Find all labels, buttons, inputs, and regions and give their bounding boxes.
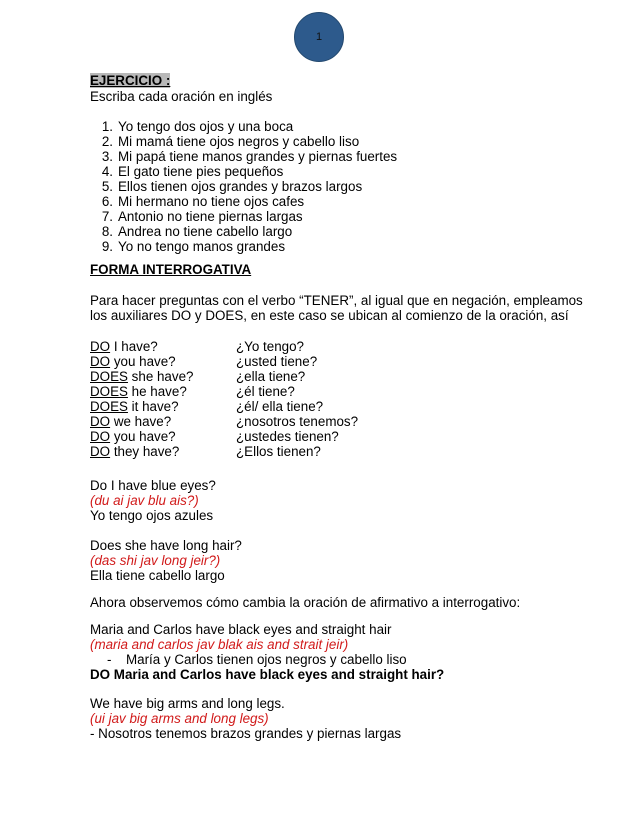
- page-number-badge: [294, 12, 344, 62]
- spanish-question: ¿nosotros tenemos?: [236, 414, 359, 429]
- english-question: [90, 384, 187, 399]
- spanish-question: ¿usted tiene?: [236, 354, 318, 369]
- question-rest: they have?: [110, 444, 180, 459]
- page-number: 1: [315, 31, 323, 43]
- spanish-question: ¿Yo tengo?: [236, 339, 305, 354]
- question-2-english: Does she have long hair?: [90, 538, 242, 553]
- exercise-item-number: 9.: [101, 239, 113, 254]
- question-rest: I have?: [110, 339, 158, 354]
- question-rest: she have?: [127, 369, 194, 384]
- question-rest: it have?: [127, 399, 179, 414]
- spanish-question: ¿Ellos tienen?: [236, 444, 321, 459]
- exercise-item-number: 7.: [101, 209, 113, 224]
- exercise-item-number: 3.: [101, 149, 113, 164]
- english-question: [90, 354, 176, 369]
- exercise-title: EJERCICIO :: [90, 73, 171, 88]
- intro-line-1: Para hacer preguntas con el verbo “TENER”, al igual que en negación, empleamos: [90, 293, 583, 308]
- exercise-item-number: 8.: [101, 224, 113, 239]
- transition-text: Ahora observemos cómo cambia la oración de afirmativo a interrogativo:: [90, 595, 521, 610]
- auxiliary-verb: DO: [90, 339, 111, 354]
- interrogative-heading: FORMA INTERROGATIVA: [90, 262, 252, 277]
- question-2-spanish: Ella tiene cabello largo: [90, 568, 225, 583]
- exercise-item-number: 5.: [101, 179, 113, 194]
- exercise-item-text: Yo tengo dos ojos y una boca: [118, 119, 294, 134]
- sentence-1-english: Maria and Carlos have black eyes and straight hair: [90, 622, 392, 637]
- sentence-2-pronunciation: (ui jav big arms and long legs): [90, 711, 269, 726]
- spanish-question: ¿ella tiene?: [236, 369, 306, 384]
- exercise-item-text: Yo no tengo manos grandes: [118, 239, 286, 254]
- question-1-pronunciation: (du ai jav blu ais?): [90, 493, 199, 508]
- spanish-question: ¿él/ ella tiene?: [236, 399, 324, 414]
- question-1-english: Do I have blue eyes?: [90, 478, 216, 493]
- spanish-question: ¿él tiene?: [236, 384, 295, 399]
- question-1-spanish: Yo tengo ojos azules: [90, 508, 214, 523]
- sentence-2-english: We have big arms and long legs.: [90, 696, 285, 711]
- english-question: [90, 339, 158, 354]
- english-question: [90, 429, 176, 444]
- english-question: [90, 414, 171, 429]
- exercise-item-number: 2.: [101, 134, 113, 149]
- dash-bullet: -: [107, 652, 112, 667]
- sentence-1-question: DO Maria and Carlos have black eyes and straight hair?: [90, 667, 445, 682]
- exercise-item-text: Antonio no tiene piernas largas: [118, 209, 303, 224]
- exercise-item-text: Mi papá tiene manos grandes y piernas fuertes: [118, 149, 398, 164]
- exercise-item-text: Mi mamá tiene ojos negros y cabello liso: [118, 134, 360, 149]
- exercise-instruction: Escriba cada oración en inglés: [90, 89, 273, 104]
- sentence-1-pronunciation: (maria and carlos jav blak ais and strait jeir): [90, 637, 349, 652]
- question-2-pronunciation: (das shi jav long jeir?): [90, 553, 221, 568]
- auxiliary-verb: DOES: [90, 369, 128, 384]
- english-question: [90, 444, 179, 459]
- intro-line-2: los auxiliares DO y DOES, en este caso se ubican al comienzo de la oración, así: [90, 308, 569, 323]
- auxiliary-verb: DO: [90, 354, 111, 369]
- exercise-item-number: 1.: [101, 119, 113, 134]
- sentence-1-spanish: María y Carlos tienen ojos negros y cabello liso: [126, 652, 407, 667]
- auxiliary-verb: DO: [90, 429, 111, 444]
- question-rest: we have?: [110, 414, 172, 429]
- auxiliary-verb: DOES: [90, 399, 128, 414]
- question-rest: you have?: [110, 429, 176, 444]
- question-rest: he have?: [127, 384, 187, 399]
- exercise-item-number: 4.: [101, 164, 113, 179]
- auxiliary-verb: DOES: [90, 384, 128, 399]
- auxiliary-verb: DO: [90, 414, 111, 429]
- exercise-item-text: Andrea no tiene cabello largo: [118, 224, 293, 239]
- english-question: [90, 399, 179, 414]
- auxiliary-verb: DO: [90, 444, 111, 459]
- exercise-item-number: 6.: [101, 194, 113, 209]
- exercise-item-text: Mi hermano no tiene ojos cafes: [118, 194, 305, 209]
- question-rest: you have?: [110, 354, 176, 369]
- spanish-question: ¿ustedes tienen?: [236, 429, 339, 444]
- english-question: [90, 369, 193, 384]
- sentence-2-spanish: - Nosotros tenemos brazos grandes y piernas largas: [90, 726, 402, 741]
- exercise-item-text: Ellos tienen ojos grandes y brazos largos: [118, 179, 363, 194]
- exercise-item-text: El gato tiene pies pequeños: [118, 164, 284, 179]
